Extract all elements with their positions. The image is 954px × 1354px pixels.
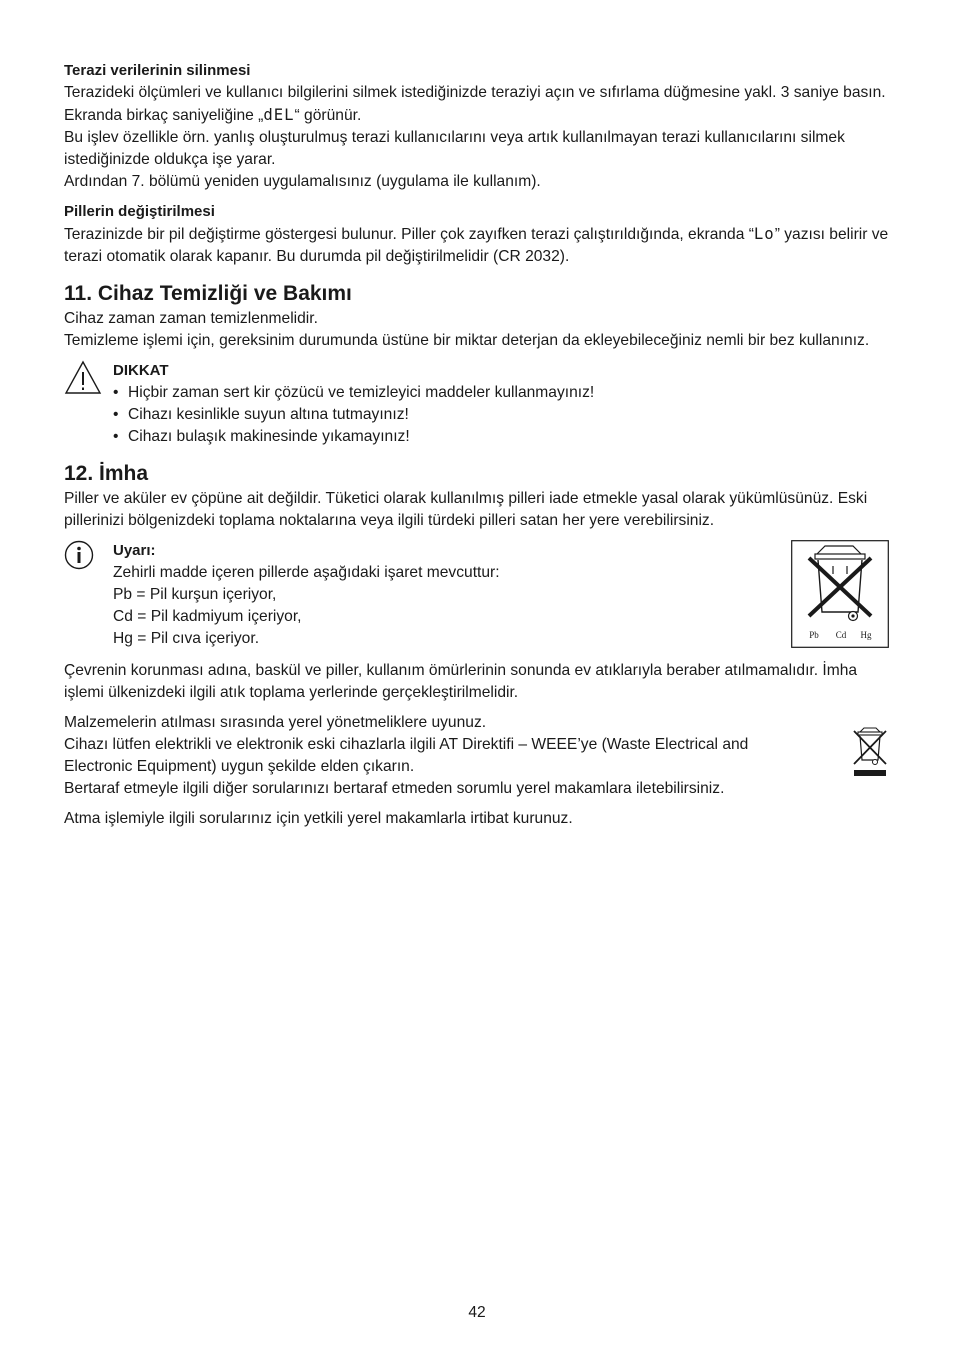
note-title: Uyarı: (113, 542, 156, 559)
caution-item: • Cihazı bulaşık makinesinde yıkamayınız! (113, 426, 890, 448)
disposal-batteries-text: Piller ve aküler ev çöpüne ait değildir. Tüketici olarak kullanılmış pilleri iade etmekle yasal olarak yükümlüsünüz. Eski pillerinizi bölgenizdeki toplama noktalarına veya ilgili türdeki pilleri satan her yere verebilirsiniz. (64, 490, 868, 529)
delete-usage-note: Bu işlev özellikle örn. yanlış oluşturulmuş terazi kullanıcılarını veya artık kullanılmayan terazi kullanıcılarını silmek istediğinizde oldukça işe yarar. (64, 129, 845, 168)
info-icon (64, 540, 94, 570)
page-content (64, 60, 890, 830)
caution-title: DIKKAT (113, 362, 169, 379)
caution-item: • Hiçbir zaman sert kir çözücü ve temizleyici maddeler kullanmayınız! (113, 382, 890, 404)
weee-line: Malzemelerin atılması sırasında yerel yönetmeliklere uyunuz. (64, 714, 487, 731)
cleaning-intro: Cihaz zaman zaman temizlenmelidir. (64, 310, 318, 327)
caution-block (64, 360, 890, 448)
del-display-code: dEL (263, 106, 295, 124)
note-block (64, 540, 890, 652)
delete-instruction: Terazideki ölçümleri ve kullanıcı bilgilerini silmek istediğinizde teraziyi açın ve sıfırlama düğmesine yakl. 3 saniye basın. (64, 84, 886, 101)
note-line: Cd = Pil kadmiyum içeriyor, (113, 608, 302, 625)
note-line: Hg = Pil cıva içeriyor. (113, 630, 260, 647)
caution-list (113, 382, 890, 448)
authorities-contact-text: Atma işlemiyle ilgili sorularınız için yetkili yerel makamlarla irtibat kurunuz. (64, 810, 573, 827)
weee-line: Cihazı lütfen elektrikli ve elektronik eski cihazlarla ilgili AT Direktifi – WEEE’ye (Waste Electrical and Electronic Equipment) uygun şekilde elden çıkarın. (64, 736, 749, 775)
delete-display-note: Ekranda birkaç saniyeliğine „dEL“ görünür. (64, 106, 362, 124)
battery-symbol-label-cd: Cd (835, 630, 847, 640)
note-line: Zehirli madde içeren pillerde aşağıdaki işaret mevcuttur: (113, 564, 500, 581)
subheading-delete-data: Terazi verilerinin silinmesi (64, 62, 251, 79)
delete-followup-note: Ardından 7. bölümü yeniden uygulamalısınız (uygulama ile kullanım). (64, 173, 541, 190)
battery-symbol-label-pb: Pb (809, 630, 819, 640)
battery-bin-icon (791, 540, 889, 648)
battery-change-text: Terazinizde bir pil değiştirme göstergesi bulunur. Piller çok zayıfken terazi çalıştırıldığında, ekranda “Lo” yazısı belirir ve terazi otomatik olarak kapanır. Bu durumda pil değiştirilmelidir (CR 2032). (64, 225, 889, 265)
note-line: Pb = Pil kurşun içeriyor, (113, 586, 277, 603)
weee-crossed-bin-icon (850, 726, 890, 778)
caution-item: • Cihazı kesinlikle suyun altına tutmayınız! (113, 404, 890, 426)
page-number: 42 (468, 1304, 486, 1321)
lo-display-code: Lo (753, 225, 775, 243)
section-11-heading: 11. Cihaz Temizliği ve Bakımı (64, 282, 352, 305)
subheading-battery-change: Pillerin değiştirilmesi (64, 203, 215, 220)
weee-line: Bertaraf etmeyle ilgili diğer sorularınızı bertaraf etmeden sorumlu yerel makamlara iletebilirsiniz. (64, 780, 725, 797)
cleaning-instruction: Temizleme işlemi için, gereksinim durumunda üstüne bir miktar deterjan da ekleyebileceğiniz nemli bir bez kullanınız. (64, 332, 870, 349)
environment-protection-text: Çevrenin korunması adına, baskül ve piller, kullanım ömürlerinin sonunda ev atıklarıyla beraber atılmamalıdır. İmha işlemi ülkenizdeki ilgili atık toplama yerlerinde gerçekleştirilmelidir. (64, 662, 858, 701)
warning-triangle-icon (64, 360, 102, 396)
section-12-heading: 12. İmha (64, 462, 149, 485)
battery-symbol-label-hg: Hg (860, 630, 872, 640)
weee-block (64, 712, 890, 800)
